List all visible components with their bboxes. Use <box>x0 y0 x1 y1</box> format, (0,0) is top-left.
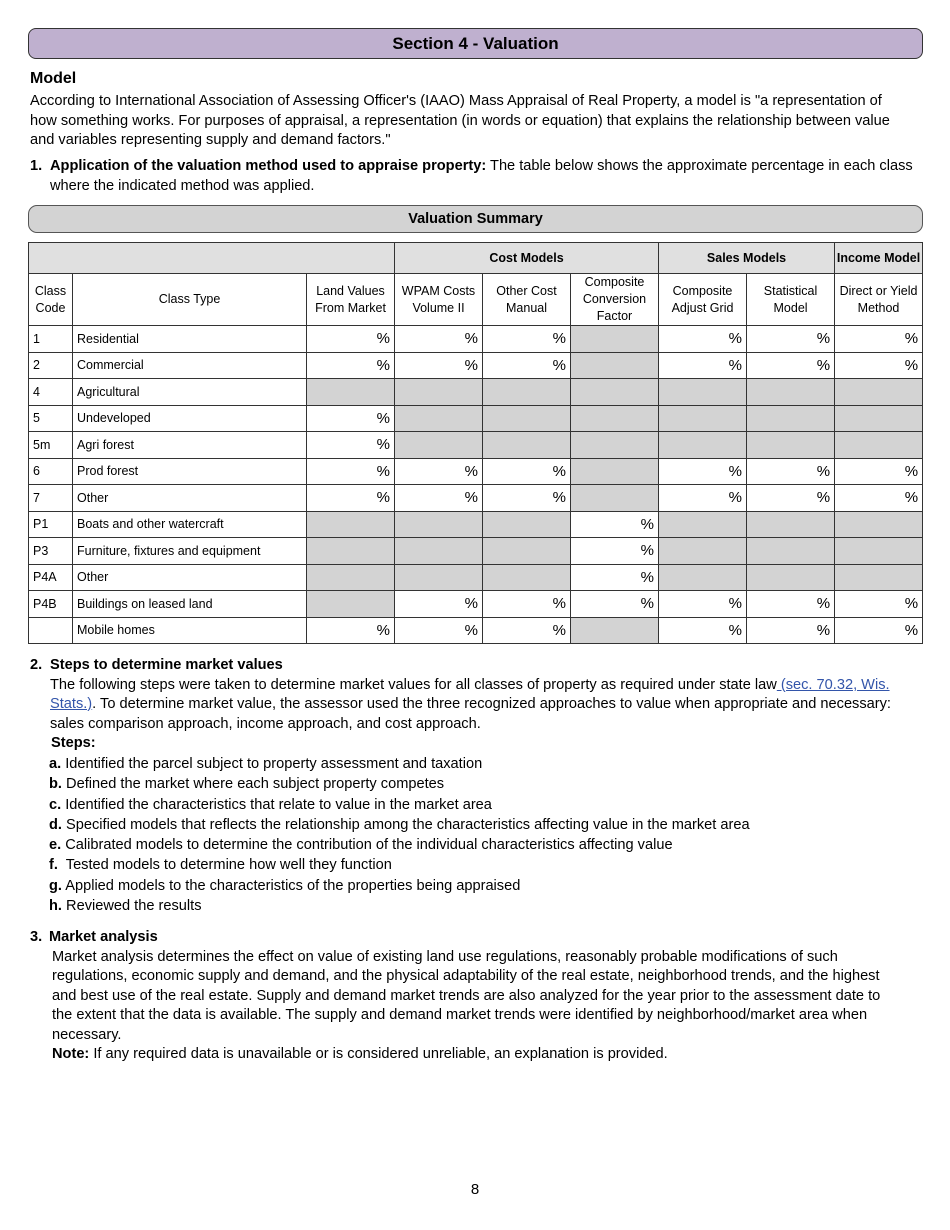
na-cell <box>659 538 747 565</box>
na-cell <box>747 564 835 591</box>
percent-cell: % <box>483 591 571 618</box>
class-code: P1 <box>29 511 73 538</box>
na-cell <box>571 485 659 512</box>
na-cell <box>835 379 923 406</box>
item1 <box>30 157 930 196</box>
step-item <box>49 876 750 896</box>
table-row <box>29 538 923 565</box>
item3-num: 3. <box>30 929 43 945</box>
class-type: Agri forest <box>73 432 307 459</box>
percent-cell: % <box>835 591 923 618</box>
table-row <box>29 511 923 538</box>
table-row <box>29 485 923 512</box>
step-item <box>49 896 750 916</box>
step-item <box>49 754 750 774</box>
step-text: Identified the parcel subject to property assessment and taxation <box>61 756 483 772</box>
class-code: P4A <box>29 564 73 591</box>
step-letter: h. <box>49 898 62 915</box>
step-item <box>49 835 750 855</box>
percent-cell: % <box>483 485 571 512</box>
percent-cell: % <box>307 352 395 379</box>
percent-cell: % <box>659 326 747 353</box>
na-cell <box>571 458 659 485</box>
percent-cell: % <box>307 458 395 485</box>
class-type: Undeveloped <box>73 405 307 432</box>
group-cost-models: Cost Models <box>395 243 659 274</box>
percent-cell: % <box>835 485 923 512</box>
class-type: Other <box>73 564 307 591</box>
table-row <box>29 432 923 459</box>
note-text: If any required data is unavailable or is considered unreliable, an explanation is provided. <box>89 1046 668 1062</box>
item1-text: The table below shows the approximate percentage in each class where the indicated method was applied. <box>50 158 913 194</box>
valuation-summary-title: Valuation Summary <box>28 205 923 233</box>
na-cell <box>395 432 483 459</box>
item3 <box>30 928 900 1065</box>
na-cell <box>571 432 659 459</box>
step-letter: f. <box>49 857 58 874</box>
steps-label: Steps: <box>51 735 96 751</box>
page-number: 8 <box>470 1181 480 1198</box>
item1-heading: Application of the valuation method used to appraise property: <box>50 158 487 174</box>
na-cell <box>571 352 659 379</box>
class-code: 7 <box>29 485 73 512</box>
na-cell <box>835 538 923 565</box>
table-row <box>29 379 923 406</box>
percent-cell: % <box>571 591 659 618</box>
percent-cell: % <box>835 617 923 644</box>
group-sales-models: Sales Models <box>659 243 835 274</box>
note-label: Note: <box>52 1046 90 1062</box>
percent-cell: % <box>659 458 747 485</box>
step-letter: g. <box>49 877 62 894</box>
na-cell <box>659 405 747 432</box>
na-cell <box>395 379 483 406</box>
item2-text1: The following steps were taken to determine market values for all classes of property as required under state law <box>50 676 777 693</box>
na-cell <box>571 617 659 644</box>
na-cell <box>483 405 571 432</box>
percent-cell: % <box>395 458 483 485</box>
column-header: Land Values From Market <box>307 274 395 326</box>
na-cell <box>835 564 923 591</box>
item3-heading: Market analysis <box>49 929 158 945</box>
percent-cell: % <box>747 326 835 353</box>
column-header: Class Type <box>73 274 307 326</box>
class-code: P4B <box>29 591 73 618</box>
step-text: Applied models to the characteristics of the properties being appraised <box>61 877 521 894</box>
model-text: According to International Association of Assessing Officer's (IAAO) Mass Appraisal of Real Property, a model is "a representation of how something works. For purposes of appraisal, a representation (in words or equation) that explains the relationship between value and variables representing supply and demand factors." <box>30 93 890 148</box>
percent-cell: % <box>483 352 571 379</box>
class-type: Commercial <box>73 352 307 379</box>
column-header: Composite Conversion Factor <box>571 274 659 326</box>
na-cell <box>835 405 923 432</box>
step-text: Tested models to determine how well they function <box>57 857 392 874</box>
na-cell <box>307 511 395 538</box>
na-cell <box>483 432 571 459</box>
percent-cell: % <box>747 485 835 512</box>
column-header: WPAM Costs Volume II <box>395 274 483 326</box>
percent-cell: % <box>659 591 747 618</box>
na-cell <box>747 405 835 432</box>
na-cell <box>395 511 483 538</box>
na-cell <box>835 432 923 459</box>
na-cell <box>747 379 835 406</box>
step-item <box>49 774 750 794</box>
step-text: Reviewed the results <box>61 898 202 915</box>
item2-num: 2. <box>30 657 43 673</box>
percent-cell: % <box>835 458 923 485</box>
step-text: Identified the characteristics that relate to value in the market area <box>61 796 492 813</box>
step-item <box>49 795 750 815</box>
class-type: Other <box>73 485 307 512</box>
class-type: Boats and other watercraft <box>73 511 307 538</box>
percent-cell: % <box>835 326 923 353</box>
step-letter: d. <box>49 816 62 833</box>
column-header: Direct or Yield Method <box>835 274 923 326</box>
percent-cell: % <box>483 458 571 485</box>
step-text: Calibrated models to determine the contribution of the individual characteristics affecting value <box>61 837 673 854</box>
column-header: Statistical Model <box>747 274 835 326</box>
na-cell <box>483 511 571 538</box>
step-item <box>49 855 750 875</box>
steps-list <box>49 754 750 916</box>
percent-cell: % <box>747 617 835 644</box>
model-heading: Model <box>30 70 77 87</box>
na-cell <box>835 511 923 538</box>
class-type: Residential <box>73 326 307 353</box>
na-cell <box>395 405 483 432</box>
statute-link[interactable]: (sec. 70.32, Wis. Stats.) <box>50 676 890 712</box>
step-letter: a. <box>49 756 62 772</box>
section-title: Section 4 - Valuation <box>28 28 923 59</box>
class-type: Mobile homes <box>73 617 307 644</box>
step-letter: c. <box>49 796 62 813</box>
table-row <box>29 326 923 353</box>
percent-cell: % <box>659 617 747 644</box>
na-cell <box>659 432 747 459</box>
na-cell <box>307 564 395 591</box>
percent-cell: % <box>659 352 747 379</box>
class-code: 5 <box>29 405 73 432</box>
percent-cell: % <box>307 485 395 512</box>
percent-cell: % <box>395 485 483 512</box>
item2 <box>30 656 915 754</box>
na-cell <box>571 405 659 432</box>
na-cell <box>307 591 395 618</box>
percent-cell: % <box>395 617 483 644</box>
percent-cell: % <box>395 591 483 618</box>
na-cell <box>747 511 835 538</box>
percent-cell: % <box>307 405 395 432</box>
column-header: Class Code <box>29 274 73 326</box>
table-row <box>29 352 923 379</box>
class-type: Buildings on leased land <box>73 591 307 618</box>
table-row <box>29 617 923 644</box>
class-code <box>29 617 73 644</box>
class-type: Prod forest <box>73 458 307 485</box>
na-cell <box>659 564 747 591</box>
na-cell <box>395 538 483 565</box>
na-cell <box>571 379 659 406</box>
item2-heading: Steps to determine market values <box>50 657 283 673</box>
table-row <box>29 591 923 618</box>
item3-text: Market analysis determines the effect on value of existing land use regulations, reasonably probable modifications of such regulations, economic supply and demand, and the physical adaptability of the real estate, neighborhood trends, and the highest and best use of the real estate. Supply and demand market trends are also analyzed for the year prior to the assessment date to the extent that the data is available. The supply and demand market trends were identified by neighborhood/market area when necessary. <box>52 948 881 1043</box>
na-cell <box>659 379 747 406</box>
percent-cell: % <box>571 538 659 565</box>
percent-cell: % <box>483 617 571 644</box>
step-item <box>49 815 750 835</box>
step-letter: e. <box>49 837 62 854</box>
table-row <box>29 458 923 485</box>
percent-cell: % <box>395 352 483 379</box>
na-cell <box>307 379 395 406</box>
na-cell <box>747 538 835 565</box>
na-cell <box>395 564 483 591</box>
percent-cell: % <box>483 326 571 353</box>
group-blank <box>29 243 395 274</box>
step-text: Defined the market where each subject property competes <box>61 776 445 793</box>
percent-cell: % <box>307 432 395 459</box>
percent-cell: % <box>571 511 659 538</box>
na-cell <box>747 432 835 459</box>
column-header: Other Cost Manual <box>483 274 571 326</box>
percent-cell: % <box>659 485 747 512</box>
column-header: Composite Adjust Grid <box>659 274 747 326</box>
percent-cell: % <box>571 564 659 591</box>
na-cell <box>483 379 571 406</box>
percent-cell: % <box>747 458 835 485</box>
na-cell <box>483 538 571 565</box>
na-cell <box>571 326 659 353</box>
item2-text2: . To determine market value, the assessor used the three recognized approaches to value when appropriate and necessary: sales comparison approach, income approach, and cost approach. <box>50 696 891 732</box>
class-type: Agricultural <box>73 379 307 406</box>
percent-cell: % <box>747 591 835 618</box>
class-code: 4 <box>29 379 73 406</box>
step-text: Specified models that reflects the relationship among the characteristics affecting value in the market area <box>61 816 750 833</box>
group-income-model: Income Model <box>835 243 923 274</box>
percent-cell: % <box>307 326 395 353</box>
table-row <box>29 564 923 591</box>
percent-cell: % <box>835 352 923 379</box>
class-code: 5m <box>29 432 73 459</box>
na-cell <box>307 538 395 565</box>
percent-cell: % <box>747 352 835 379</box>
class-code: P3 <box>29 538 73 565</box>
class-type: Furniture, fixtures and equipment <box>73 538 307 565</box>
step-letter: b. <box>49 776 62 793</box>
class-code: 2 <box>29 352 73 379</box>
valuation-summary-table <box>28 242 923 644</box>
class-code: 1 <box>29 326 73 353</box>
table-row <box>29 405 923 432</box>
na-cell <box>483 564 571 591</box>
class-code: 6 <box>29 458 73 485</box>
item1-num: 1. <box>30 158 43 174</box>
percent-cell: % <box>395 326 483 353</box>
na-cell <box>659 511 747 538</box>
percent-cell: % <box>307 617 395 644</box>
